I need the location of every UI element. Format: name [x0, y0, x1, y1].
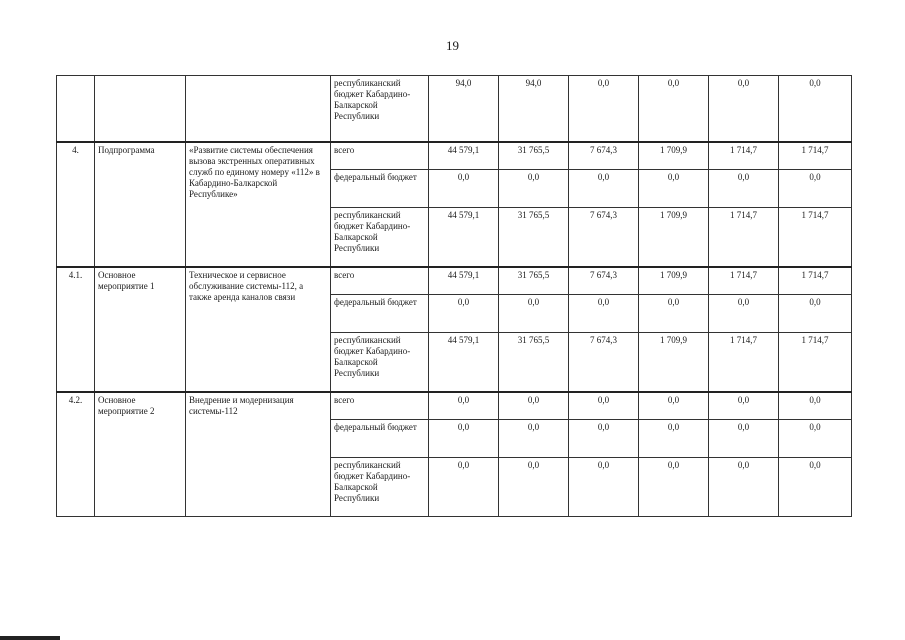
- amount-cell: 1 709,9: [639, 333, 709, 392]
- amount-cell: 0,0: [499, 458, 569, 517]
- amount-cell: 0,0: [569, 392, 639, 420]
- amount-cell: 0,0: [499, 420, 569, 458]
- amount-cell: 1 714,7: [779, 208, 852, 267]
- amount-cell: 31 765,5: [499, 333, 569, 392]
- amount-cell: 7 674,3: [569, 267, 639, 295]
- amount-cell: 0,0: [639, 76, 709, 142]
- funding-source-cell: всего: [331, 392, 429, 420]
- funding-source-cell: всего: [331, 267, 429, 295]
- amount-cell: 0,0: [429, 170, 499, 208]
- scan-edge-mark: [0, 636, 60, 640]
- item-type-cell: Основное мероприятие 1: [95, 267, 186, 392]
- amount-cell: 7 674,3: [569, 208, 639, 267]
- amount-cell: 0,0: [569, 458, 639, 517]
- amount-cell: 94,0: [499, 76, 569, 142]
- amount-cell: 0,0: [429, 392, 499, 420]
- amount-cell: 0,0: [429, 420, 499, 458]
- funding-source-cell: республиканский бюджет Кабардино-Балкарской Республики: [331, 76, 429, 142]
- row-number-cell: [57, 76, 95, 142]
- amount-cell: 1 714,7: [709, 333, 779, 392]
- item-name-cell: Техническое и сервисное обслуживание системы-112, а также аренда каналов связи: [186, 267, 331, 392]
- amount-cell: 0,0: [499, 295, 569, 333]
- amount-cell: 0,0: [779, 295, 852, 333]
- table-row: [57, 142, 852, 170]
- amount-cell: 0,0: [709, 458, 779, 517]
- amount-cell: 0,0: [709, 170, 779, 208]
- amount-cell: 94,0: [429, 76, 499, 142]
- table-row: [57, 392, 852, 420]
- amount-cell: 0,0: [779, 458, 852, 517]
- amount-cell: 0,0: [569, 76, 639, 142]
- amount-cell: 7 674,3: [569, 333, 639, 392]
- funding-source-cell: федеральный бюджет: [331, 170, 429, 208]
- item-name-cell: Внедрение и модернизация системы-112: [186, 392, 331, 517]
- row-number-cell: 4.1.: [57, 267, 95, 392]
- amount-cell: 0,0: [639, 170, 709, 208]
- amount-cell: 0,0: [779, 76, 852, 142]
- amount-cell: 1 714,7: [779, 333, 852, 392]
- amount-cell: 0,0: [779, 420, 852, 458]
- table-row: [57, 267, 852, 295]
- amount-cell: 44 579,1: [429, 333, 499, 392]
- amount-cell: 1 714,7: [779, 267, 852, 295]
- amount-cell: 0,0: [569, 420, 639, 458]
- amount-cell: 0,0: [639, 392, 709, 420]
- item-type-cell: [95, 76, 186, 142]
- amount-cell: 1 714,7: [709, 208, 779, 267]
- amount-cell: 7 674,3: [569, 142, 639, 170]
- amount-cell: 44 579,1: [429, 267, 499, 295]
- amount-cell: 0,0: [429, 295, 499, 333]
- amount-cell: 0,0: [569, 170, 639, 208]
- amount-cell: 0,0: [639, 458, 709, 517]
- amount-cell: 1 714,7: [709, 267, 779, 295]
- funding-source-cell: федеральный бюджет: [331, 420, 429, 458]
- funding-source-cell: республиканский бюджет Кабардино-Балкарской Республики: [331, 208, 429, 267]
- amount-cell: 44 579,1: [429, 208, 499, 267]
- funding-source-cell: всего: [331, 142, 429, 170]
- amount-cell: 31 765,5: [499, 267, 569, 295]
- funding-source-cell: федеральный бюджет: [331, 295, 429, 333]
- amount-cell: 0,0: [709, 420, 779, 458]
- row-number-cell: 4.: [57, 142, 95, 267]
- amount-cell: 1 714,7: [709, 142, 779, 170]
- amount-cell: 1 709,9: [639, 142, 709, 170]
- amount-cell: 0,0: [639, 420, 709, 458]
- item-name-cell: [186, 76, 331, 142]
- amount-cell: 0,0: [779, 170, 852, 208]
- amount-cell: 31 765,5: [499, 208, 569, 267]
- amount-cell: 0,0: [709, 76, 779, 142]
- amount-cell: 0,0: [429, 458, 499, 517]
- amount-cell: 1 714,7: [779, 142, 852, 170]
- amount-cell: 0,0: [709, 295, 779, 333]
- page-number: 19: [446, 38, 459, 53]
- amount-cell: 0,0: [639, 295, 709, 333]
- amount-cell: 44 579,1: [429, 142, 499, 170]
- amount-cell: 1 709,9: [639, 267, 709, 295]
- item-type-cell: Подпрограмма: [95, 142, 186, 267]
- amount-cell: 0,0: [779, 392, 852, 420]
- funding-source-cell: республиканский бюджет Кабардино-Балкарской Республики: [331, 458, 429, 517]
- row-number-cell: 4.2.: [57, 392, 95, 517]
- budget-table: [56, 75, 852, 517]
- item-name-cell: «Развитие системы обеспечения вызова экстренных оперативных служб по единому номеру «112» в Кабардино-Балкарской Республике»: [186, 142, 331, 267]
- amount-cell: 31 765,5: [499, 142, 569, 170]
- item-type-cell: Основное мероприятие 2: [95, 392, 186, 517]
- table-row: [57, 76, 852, 142]
- amount-cell: 0,0: [499, 170, 569, 208]
- amount-cell: 0,0: [709, 392, 779, 420]
- amount-cell: 0,0: [569, 295, 639, 333]
- amount-cell: 0,0: [499, 392, 569, 420]
- funding-source-cell: республиканский бюджет Кабардино-Балкарской Республики: [331, 333, 429, 392]
- amount-cell: 1 709,9: [639, 208, 709, 267]
